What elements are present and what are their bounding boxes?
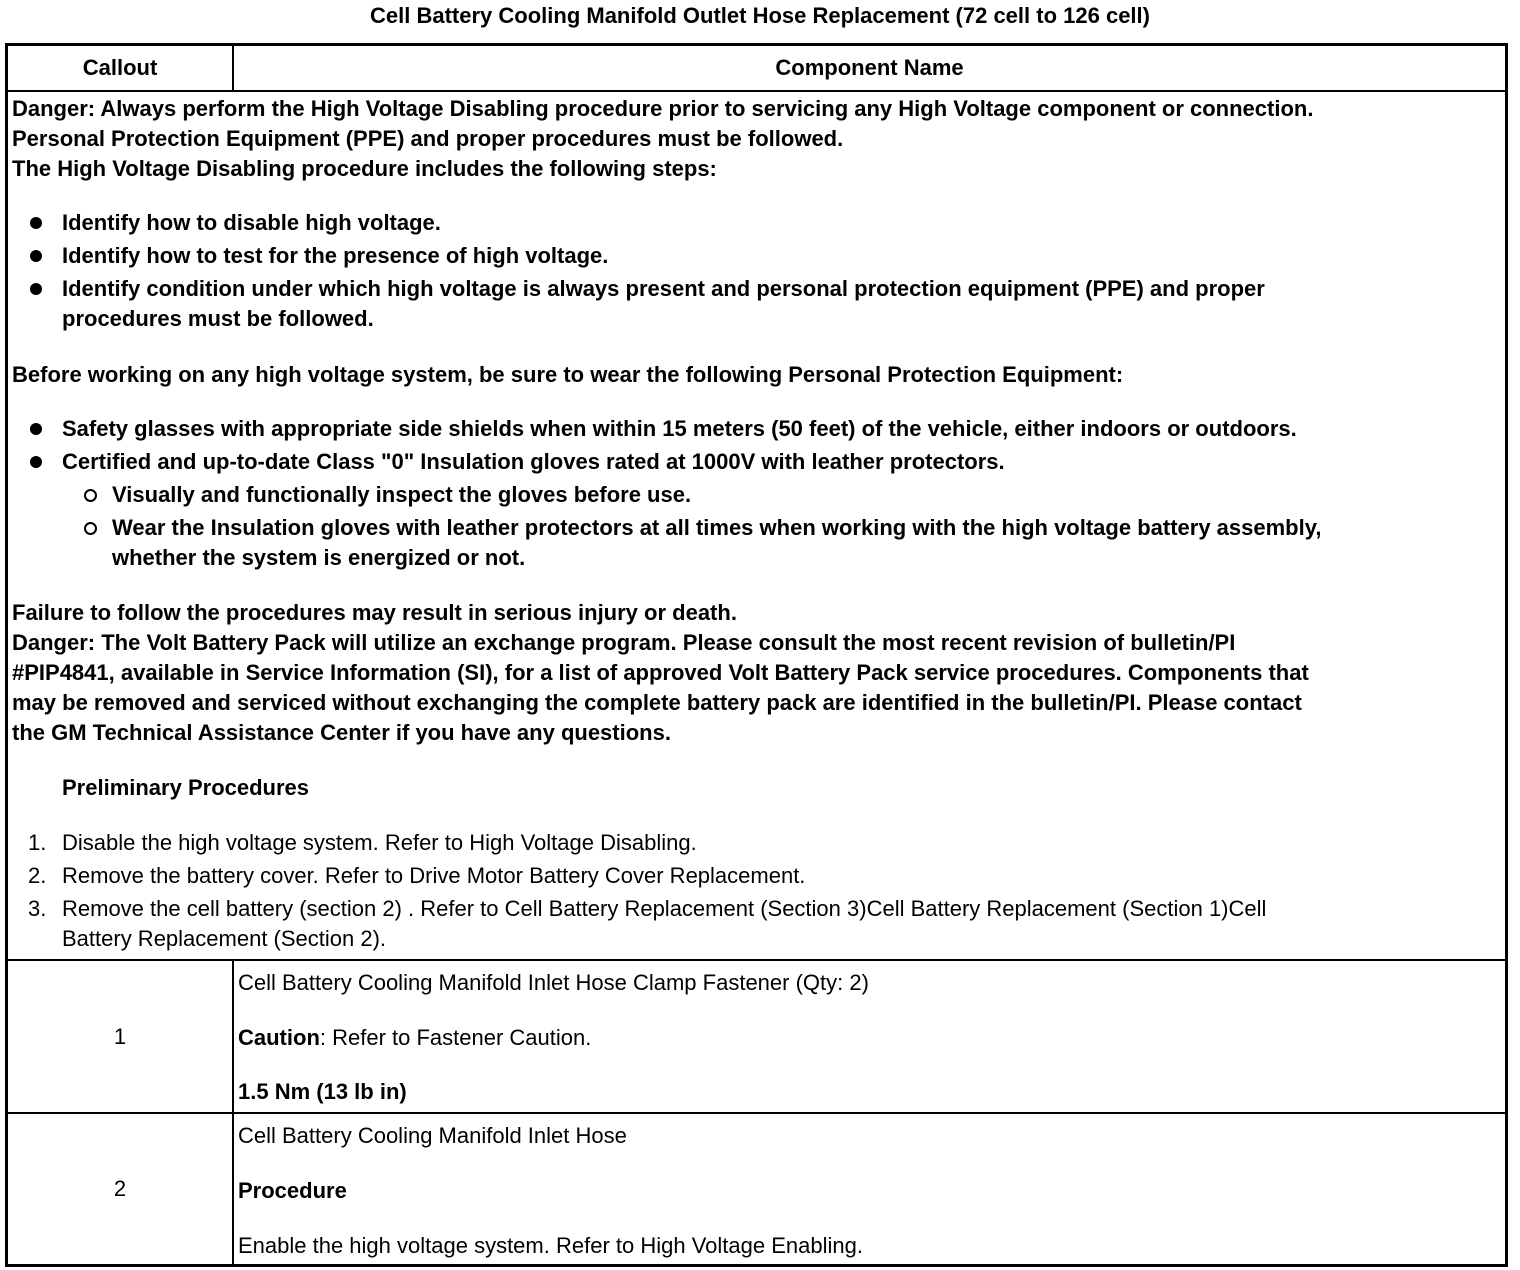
hv-step-item: Identify condition under which high voltage is always present and personal protection equipment (PPE) and proper [62, 276, 1265, 301]
step-number: 3. [28, 896, 47, 921]
step-number: 2. [28, 863, 47, 888]
caution-note [238, 1023, 591, 1053]
caution-text: : Refer to Fastener Caution. [319, 1025, 592, 1050]
danger-line-3: The High Voltage Disabling procedure includes the following steps: [12, 156, 717, 181]
volt-danger-line: may be removed and serviced without exchanging the complete battery pack are identified in the bulletin/PI. Please contact [12, 690, 1302, 715]
callout-number: 1 [8, 961, 234, 1112]
glove-subitem: Wear the Insulation gloves with leather protectors at all times when working with the high voltage battery assembly, [112, 515, 1322, 540]
bullet-dot-icon [30, 250, 42, 262]
volt-danger-line: Danger: The Volt Battery Pack will utilize an exchange program. Please consult the most recent revision of bulletin/PI [12, 630, 1236, 655]
table-row [8, 1114, 1505, 1264]
ppe-intro: Before working on any high voltage system, be sure to wear the following Personal Protection Equipment: [12, 362, 1124, 387]
hv-step-item: Identify how to disable high voltage. [62, 210, 441, 235]
torque-spec: 1.5 Nm (13 lb in) [238, 1079, 407, 1104]
procedure-table [5, 43, 1508, 1267]
bullet-dot-icon [30, 283, 42, 295]
danger-line-1: Danger: Always perform the High Voltage Disabling procedure prior to servicing any High Voltage component or connection. [12, 96, 1314, 121]
danger-notice-cell [8, 92, 1505, 961]
preliminary-step: Remove the battery cover. Refer to Drive Motor Battery Cover Replacement. [62, 863, 806, 888]
ppe-item: Safety glasses with appropriate side shields when within 15 meters (50 feet) of the vehicle, either indoors or outdoors. [62, 416, 1297, 441]
component-cell [238, 961, 1499, 1112]
header-component-name: Component Name [775, 55, 964, 80]
page-title: Cell Battery Cooling Manifold Outlet Hose Replacement (72 cell to 126 cell) [370, 3, 1150, 28]
component-name: Cell Battery Cooling Manifold Inlet Hose [238, 1123, 627, 1148]
table-header-row [8, 46, 1505, 92]
procedure-label: Procedure [238, 1178, 347, 1203]
preliminary-step: Remove the cell battery (section 2) . Refer to Cell Battery Replacement (Section 3)Cell Battery Replacement (Section 1)Cell [62, 896, 1267, 921]
bullet-dot-icon [30, 217, 42, 229]
ppe-item: Certified and up-to-date Class "0" Insulation gloves rated at 1000V with leather protectors. [62, 449, 1005, 474]
bullet-circle-icon [84, 489, 97, 502]
failure-warning: Failure to follow the procedures may result in serious injury or death. [12, 600, 737, 625]
volt-danger-line: #PIP4841, available in Service Information (SI), for a list of approved Volt Battery Pack service procedures. Components that [12, 660, 1309, 685]
danger-line-2: Personal Protection Equipment (PPE) and proper procedures must be followed. [12, 126, 844, 151]
hv-step-item: Identify how to test for the presence of high voltage. [62, 243, 609, 268]
glove-subitem-continued: whether the system is energized or not. [112, 545, 526, 570]
step-number: 1. [28, 830, 47, 855]
bullet-dot-icon [30, 456, 42, 468]
bullet-circle-icon [84, 522, 97, 535]
component-name: Cell Battery Cooling Manifold Inlet Hose Clamp Fastener (Qty: 2) [238, 970, 869, 995]
preliminary-step-continued: Battery Replacement (Section 2). [62, 926, 387, 951]
bullet-dot-icon [30, 423, 42, 435]
glove-subitem: Visually and functionally inspect the gloves before use. [112, 482, 692, 507]
caution-label: Caution [238, 1025, 320, 1050]
preliminary-heading: Preliminary Procedures [62, 775, 310, 800]
component-cell [238, 1114, 1499, 1264]
procedure-text: Enable the high voltage system. Refer to High Voltage Enabling. [238, 1233, 863, 1258]
hv-step-item-continued: procedures must be followed. [62, 306, 374, 331]
callout-number: 2 [8, 1114, 234, 1264]
header-callout: Callout [8, 46, 234, 90]
table-row [8, 961, 1505, 1114]
preliminary-step: Disable the high voltage system. Refer to High Voltage Disabling. [62, 830, 697, 855]
volt-danger-line: the GM Technical Assistance Center if you have any questions. [12, 720, 671, 745]
